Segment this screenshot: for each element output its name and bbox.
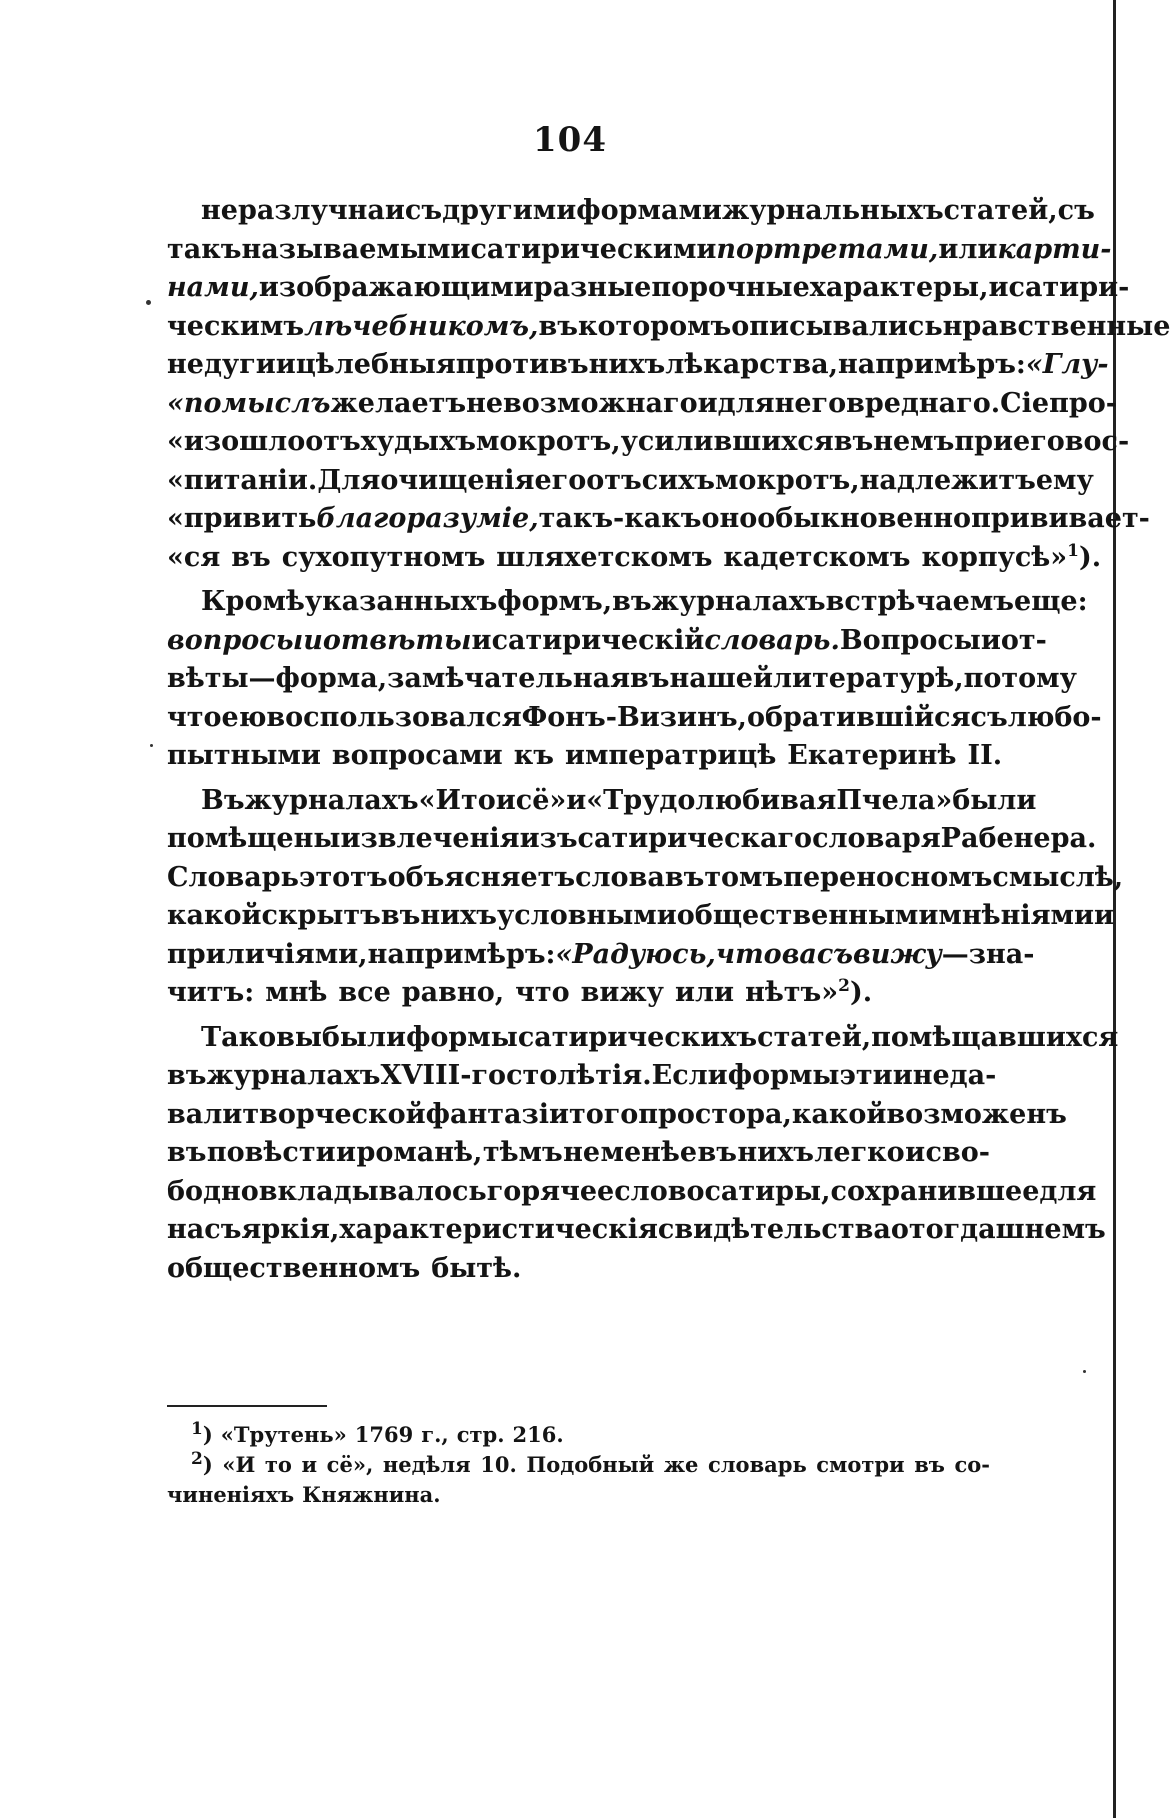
word: сё», xyxy=(326,1452,374,1477)
word: такъ xyxy=(167,233,242,265)
text-line xyxy=(167,385,1117,424)
text-line xyxy=(167,269,1130,308)
word: которомъ xyxy=(577,310,732,342)
word: сохранившее xyxy=(830,1175,1040,1207)
word: XVIII-го xyxy=(380,1060,507,1091)
word: и xyxy=(471,624,492,656)
word: простора, xyxy=(638,1098,792,1130)
word: журналахъ xyxy=(651,586,826,617)
word: были xyxy=(952,784,1037,816)
word: пытными xyxy=(167,740,321,771)
word: сатирическихъ xyxy=(517,1021,758,1053)
word: худыхъ xyxy=(360,426,476,457)
word: смотри xyxy=(816,1452,905,1477)
word: вижу xyxy=(852,938,942,970)
word: отвѣты xyxy=(322,624,472,656)
word: равно, xyxy=(401,977,505,1008)
word: въ xyxy=(231,541,271,573)
word: Кромѣ xyxy=(201,586,305,617)
word: нѣтъ»$^2$). xyxy=(745,976,873,1008)
word: надлежитъ xyxy=(859,464,1036,496)
word: отъ xyxy=(586,464,642,496)
word: обыкновенно xyxy=(757,503,972,534)
word: литературѣ, xyxy=(773,663,964,694)
word: лѣчебникомъ, xyxy=(304,310,539,342)
text-line xyxy=(167,500,1150,539)
word: «Трудолюбивая xyxy=(586,784,837,816)
word: любо- xyxy=(1007,701,1102,733)
word: мокротъ, xyxy=(714,464,860,496)
word: не xyxy=(563,1137,601,1168)
print-speck xyxy=(1083,1370,1086,1373)
word: корпусѣ»$^1$). xyxy=(921,540,1102,573)
word: словарь xyxy=(707,1452,807,1477)
word: формы xyxy=(727,1060,840,1091)
print-speck xyxy=(150,744,153,747)
word: бытѣ. xyxy=(431,1252,522,1284)
text-line xyxy=(167,462,1094,501)
word: сихъ xyxy=(641,464,715,496)
word: Пчела» xyxy=(836,784,953,816)
word: такъ-какъ xyxy=(538,503,702,534)
word: объясняетъ xyxy=(387,861,576,893)
word: журналахъ xyxy=(244,784,419,816)
word: не xyxy=(912,1060,950,1091)
word: слова xyxy=(575,861,665,893)
word: и xyxy=(905,1137,926,1168)
text-line xyxy=(167,859,1124,898)
word: изъ xyxy=(519,823,578,854)
word: и xyxy=(303,624,323,656)
text-line xyxy=(167,897,1115,936)
word: оно xyxy=(701,503,758,534)
paragraph xyxy=(167,782,1124,1013)
word: прививает- xyxy=(971,503,1150,534)
word: статей, xyxy=(757,1021,872,1053)
word: въ xyxy=(538,310,578,342)
word: зна- xyxy=(968,938,1035,970)
text-line xyxy=(167,192,1095,231)
footnote-marker: $^1$) xyxy=(191,1419,213,1447)
word: свидѣтельства xyxy=(657,1214,891,1245)
word: столѣтія. xyxy=(506,1060,652,1091)
word: формъ, xyxy=(497,586,613,617)
word: него xyxy=(774,387,847,419)
word: кадетскомъ xyxy=(723,541,911,573)
word: тѣмъ xyxy=(482,1137,563,1168)
text-line xyxy=(167,737,1003,776)
word: слово xyxy=(614,1175,705,1207)
word: воспользовался xyxy=(266,701,522,733)
text-line xyxy=(167,936,1035,975)
word: для xyxy=(717,387,775,419)
word: недѣля xyxy=(382,1452,471,1477)
word: въ xyxy=(630,663,670,694)
text-line xyxy=(167,346,1109,385)
word: словарь. xyxy=(704,624,840,656)
word: нашей xyxy=(669,663,774,694)
word: неразлучна xyxy=(201,195,385,226)
word: переносномъ xyxy=(783,861,993,893)
word: называемыми xyxy=(241,233,471,265)
word: къ xyxy=(513,740,554,771)
word: нихъ xyxy=(588,349,666,380)
text-line xyxy=(167,423,1130,462)
text-line xyxy=(167,1173,1097,1212)
word: при xyxy=(954,426,1014,457)
word: «изошло xyxy=(167,426,306,457)
word: сатири- xyxy=(1008,272,1130,303)
word: встрѣчаемъ xyxy=(825,586,1015,617)
word: чиненіяхъ xyxy=(167,1482,295,1507)
word: благоразуміе, xyxy=(316,503,539,534)
word: портретами, xyxy=(716,233,939,265)
word: ею xyxy=(221,701,267,733)
footnote-line xyxy=(167,1450,990,1480)
word: да- xyxy=(949,1060,997,1091)
text-line xyxy=(167,231,1112,270)
word: еще: xyxy=(1014,586,1088,617)
word: про- xyxy=(1049,387,1117,419)
word: цѣлебныя xyxy=(295,349,456,380)
word: въ xyxy=(664,861,705,893)
text-line xyxy=(167,1250,990,1289)
word: форма, xyxy=(275,663,388,694)
word: какой xyxy=(791,1098,887,1130)
word: замѣчательная xyxy=(387,663,631,694)
word: же xyxy=(663,1452,699,1477)
word: того xyxy=(568,1098,639,1130)
word: «И xyxy=(222,1452,256,1477)
word: шляхетскомъ xyxy=(496,541,713,573)
word: «помыслъ xyxy=(167,387,331,419)
word: Для xyxy=(317,464,381,496)
word: эти xyxy=(839,1060,893,1091)
footnote-ref: 2 xyxy=(838,976,850,996)
word: «ся xyxy=(167,541,221,573)
word: и xyxy=(697,387,718,419)
word: «Глу- xyxy=(1025,349,1109,380)
word: — xyxy=(248,663,276,694)
word: томъ xyxy=(704,861,784,893)
footnotes xyxy=(167,1420,990,1510)
text-line xyxy=(167,1211,1106,1250)
word: все xyxy=(338,977,391,1008)
paragraph xyxy=(167,192,1170,577)
word: вали xyxy=(167,1098,243,1130)
word: общественными xyxy=(676,900,939,931)
word: нами, xyxy=(167,272,259,303)
word: яркія, xyxy=(241,1214,340,1245)
word: и xyxy=(336,1137,357,1168)
word: формы xyxy=(406,1021,518,1053)
text-line xyxy=(167,1096,1067,1135)
word: «Радуюсь, xyxy=(555,938,716,970)
text-line xyxy=(167,699,1102,738)
text-line xyxy=(167,1134,990,1173)
text-line xyxy=(167,782,1037,821)
word: мокротъ, xyxy=(475,426,621,457)
text-line xyxy=(167,539,1102,578)
word: Словарь xyxy=(167,861,299,893)
text-line xyxy=(167,583,1088,622)
page-number: 104 xyxy=(533,120,607,160)
word: статей, xyxy=(943,195,1058,226)
word: усилившихся xyxy=(620,426,834,457)
word: Вопросы xyxy=(839,624,981,656)
word: этотъ xyxy=(299,861,388,893)
word: характеры, xyxy=(809,272,989,303)
word: и xyxy=(1094,900,1115,931)
text-line xyxy=(167,660,1077,699)
word: журнальныхъ xyxy=(721,195,944,226)
word: помѣщены xyxy=(167,823,341,854)
word: немъ xyxy=(873,426,955,457)
word: сатирическій xyxy=(491,624,705,656)
word: фантазіи xyxy=(425,1098,569,1130)
word: то xyxy=(460,784,496,816)
word: и xyxy=(980,624,1001,656)
word: и xyxy=(566,784,587,816)
word: 216. xyxy=(512,1422,564,1447)
word: вопросами xyxy=(331,740,503,771)
word: въ xyxy=(914,1452,945,1477)
word: скрытъ xyxy=(261,900,381,931)
word: Въ xyxy=(201,784,245,816)
word: Если xyxy=(651,1060,728,1091)
word: описывались xyxy=(731,310,943,342)
text-line xyxy=(167,308,1170,347)
word: сё» xyxy=(515,784,567,816)
word: насъ xyxy=(167,1214,242,1245)
word: помѣщавшихся xyxy=(871,1021,1119,1053)
word: изображающими xyxy=(258,272,534,303)
word: сатиры, xyxy=(704,1175,831,1207)
word: стр. xyxy=(456,1422,505,1447)
word: въ xyxy=(612,586,652,617)
text-line xyxy=(167,622,1047,661)
word: съ xyxy=(404,195,443,226)
word: общественномъ xyxy=(167,1252,421,1284)
word: приличіями, xyxy=(167,938,368,970)
word: его xyxy=(534,464,587,496)
word: смыслѣ, xyxy=(992,861,1124,893)
word: что xyxy=(715,938,782,970)
word: вижу xyxy=(580,977,664,1008)
word: Таковы xyxy=(201,1021,322,1053)
word: Сіе xyxy=(1000,387,1050,419)
word: что xyxy=(167,701,222,733)
word: от- xyxy=(1000,624,1047,656)
word: въ xyxy=(833,426,874,457)
word: сво- xyxy=(925,1137,990,1168)
word: читъ: xyxy=(167,977,255,1008)
footnote-line xyxy=(167,1480,990,1510)
word: сатирическаго xyxy=(577,823,813,854)
word: разные xyxy=(533,272,652,303)
word: «привить xyxy=(167,503,317,534)
word: условными xyxy=(496,900,677,931)
word: ческимъ xyxy=(167,310,305,342)
word: императрицѣ xyxy=(564,740,777,771)
word: сатирическими xyxy=(470,233,717,265)
word: нравственные xyxy=(942,310,1170,342)
word: «питаніи. xyxy=(167,464,318,496)
word: лѣкарства, xyxy=(665,349,838,380)
word: ему xyxy=(1035,464,1094,496)
text-line xyxy=(167,1057,997,1096)
word: и xyxy=(495,784,516,816)
word: и xyxy=(988,272,1009,303)
word: съ xyxy=(970,701,1008,733)
word: вос- xyxy=(1064,426,1130,457)
word: или xyxy=(938,233,998,265)
word: Подобный xyxy=(526,1452,655,1477)
word: и xyxy=(384,195,405,226)
word: въ xyxy=(697,1137,737,1168)
word: формами xyxy=(576,195,722,226)
word: въ xyxy=(380,900,421,931)
word: II. xyxy=(967,740,1003,771)
word: или xyxy=(674,977,735,1008)
word: возможенъ xyxy=(886,1098,1067,1130)
text-line xyxy=(167,1019,1119,1058)
word: вѣты xyxy=(167,663,249,694)
word: характеристическія xyxy=(339,1214,658,1245)
word: о xyxy=(890,1214,909,1245)
word: Рабенера. xyxy=(940,823,1097,854)
footnote-marker: $^2$) xyxy=(191,1449,213,1477)
word: въ xyxy=(167,1060,207,1091)
word: мнѣніями xyxy=(938,900,1095,931)
word: другими xyxy=(442,195,577,226)
word: мнѣ xyxy=(265,977,328,1008)
word: извлеченія xyxy=(340,823,520,854)
word: горячее xyxy=(486,1175,615,1207)
word: нихъ xyxy=(420,900,497,931)
text-line xyxy=(167,974,990,1013)
word: то xyxy=(264,1452,292,1477)
paragraph xyxy=(167,583,1102,776)
word: «И xyxy=(418,784,461,816)
word: романѣ, xyxy=(356,1137,483,1168)
footnote-line xyxy=(167,1420,990,1450)
word: съ xyxy=(1057,195,1095,226)
word: г., xyxy=(421,1422,449,1447)
word: менѣе xyxy=(600,1137,698,1168)
word: повѣсти xyxy=(206,1137,336,1168)
word: были xyxy=(321,1021,407,1053)
word: бодно xyxy=(167,1175,259,1207)
word: въ xyxy=(167,1137,207,1168)
word: невозможнаго xyxy=(466,387,698,419)
word: вкладывалось xyxy=(258,1175,487,1207)
footnote-ref: 1 xyxy=(1067,540,1080,561)
word: легко xyxy=(814,1137,905,1168)
print-speck xyxy=(146,300,151,305)
word: 10. xyxy=(480,1452,517,1477)
word: «Трутень» xyxy=(220,1422,347,1447)
word: творческой xyxy=(242,1098,426,1130)
word: Фонъ-Визинъ, xyxy=(521,701,747,733)
word: противъ xyxy=(455,349,589,380)
word: вреднаго. xyxy=(846,387,1001,419)
word: желаетъ xyxy=(330,387,467,419)
footnote-separator xyxy=(167,1405,327,1407)
text-line xyxy=(167,820,1097,859)
word: его xyxy=(1013,426,1065,457)
word: отъ xyxy=(305,426,361,457)
word: Екатеринѣ xyxy=(787,740,957,771)
word: какой xyxy=(167,900,262,931)
word: недуги xyxy=(167,349,276,380)
word: тогдашнемъ xyxy=(908,1214,1106,1245)
word: что xyxy=(515,977,570,1008)
word: и xyxy=(275,349,296,380)
word: и xyxy=(301,1452,318,1477)
word: нихъ xyxy=(737,1137,814,1168)
word: обратившійся xyxy=(746,701,971,733)
word: порочные xyxy=(651,272,810,303)
word: Княжнина. xyxy=(302,1482,441,1507)
word: словаря xyxy=(812,823,941,854)
word: напримѣръ: xyxy=(367,938,556,970)
word: вопросы xyxy=(167,624,304,656)
word: журналахъ xyxy=(206,1060,381,1091)
word: карти- xyxy=(997,233,1112,265)
word: со- xyxy=(954,1452,990,1477)
word: — xyxy=(941,938,969,970)
word: васъ xyxy=(781,938,853,970)
word: для xyxy=(1039,1175,1097,1207)
word: очищенія xyxy=(380,464,535,496)
word: и xyxy=(892,1060,913,1091)
word: потому xyxy=(963,663,1077,694)
body-text xyxy=(167,192,1170,1288)
word: 1769 xyxy=(354,1422,414,1447)
word: сухопутномъ xyxy=(281,541,486,573)
paragraph xyxy=(167,1019,1119,1289)
word: указанныхъ xyxy=(304,586,498,617)
word: напримѣръ: xyxy=(837,349,1026,380)
